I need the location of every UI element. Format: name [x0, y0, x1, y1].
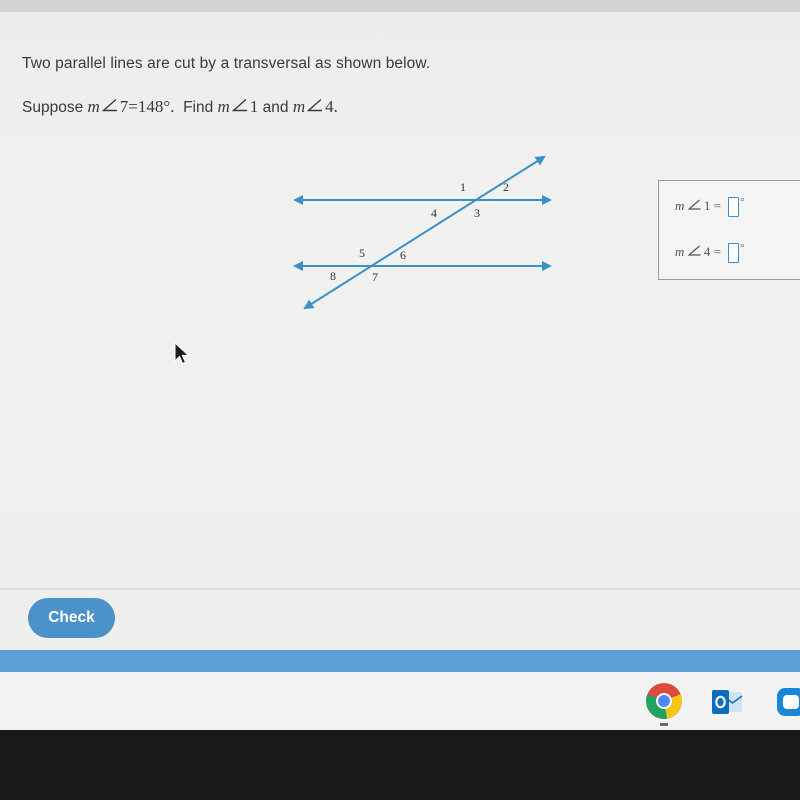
measure-m: m — [87, 97, 100, 116]
answer-row-angle-1 — [675, 197, 744, 217]
target-angle-1: 1 — [249, 97, 259, 116]
angle-icon — [307, 97, 323, 117]
screen-bezel — [0, 730, 800, 800]
find-text: Find — [183, 99, 214, 116]
angle-label-6: 6 — [400, 248, 406, 262]
mouse-cursor-icon — [174, 342, 192, 366]
angle-icon — [688, 198, 701, 213]
measure-m: m — [675, 243, 685, 259]
degree-unit: ° — [740, 197, 745, 208]
equals-sign: = — [713, 243, 721, 259]
angle-label-3: 3 — [474, 206, 480, 220]
chrome-icon[interactable] — [645, 682, 683, 720]
measure-m: m — [217, 97, 230, 116]
angle-4-input[interactable] — [728, 243, 739, 263]
angle-label-7: 7 — [372, 270, 378, 284]
angle-label-5: 5 — [359, 246, 365, 260]
answer-row-angle-4 — [675, 243, 744, 263]
angle-label-4: 4 — [431, 206, 437, 220]
measure-m: m — [292, 97, 306, 116]
equals-sign: = — [128, 97, 138, 116]
app-icon[interactable] — [776, 686, 800, 718]
question-line-1: Two parallel lines are cut by a transversal as shown below. — [22, 55, 431, 72]
target-angle-4: 4. — [325, 97, 338, 116]
top-bar — [0, 0, 800, 12]
measure-m: m — [675, 197, 685, 213]
angle-icon — [232, 97, 248, 117]
angle-icon — [102, 97, 118, 117]
outlook-icon[interactable] — [711, 688, 743, 716]
footer-divider — [0, 588, 800, 590]
equals-sign: = — [713, 197, 721, 213]
given-angle-number: 7 — [119, 97, 129, 116]
angle-label-1: 1 — [460, 180, 466, 194]
angle-label-8: 8 — [330, 269, 336, 283]
answer-angle-number: 4 — [703, 243, 711, 259]
parallel-lines-diagram — [285, 148, 555, 318]
and-text: and — [262, 99, 289, 116]
active-app-indicator — [660, 723, 668, 726]
question-line-2 — [22, 97, 338, 117]
angle-1-input[interactable] — [728, 197, 739, 217]
check-button[interactable]: Check — [28, 598, 115, 638]
angle-icon — [688, 244, 701, 259]
given-angle-value: 148°. — [137, 97, 175, 116]
degree-unit: ° — [740, 243, 745, 254]
answer-box — [658, 180, 800, 280]
footer-band — [0, 650, 800, 672]
angle-label-2: 2 — [503, 180, 509, 194]
suppose-text: Suppose — [22, 99, 84, 116]
answer-angle-number: 1 — [703, 197, 711, 213]
